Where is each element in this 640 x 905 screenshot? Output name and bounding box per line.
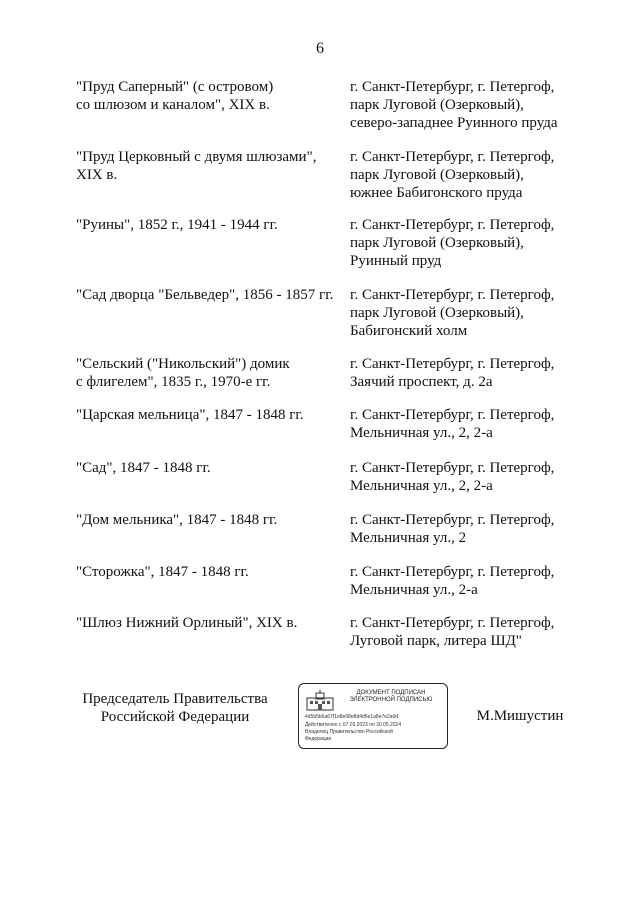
- object-address: г. Санкт-Петербург, г. Петергоф, парк Луговой (Озерковый), Бабигонский холм: [350, 287, 555, 339]
- object-address: г. Санкт-Петербург, г. Петергоф, Мельничная ул., 2, 2-а: [350, 407, 555, 441]
- object-address: г. Санкт-Петербург, г. Петергоф, Мельничная ул., 2, 2-а: [350, 460, 555, 494]
- object-name: "Сад", 1847 - 1848 гг.: [76, 460, 211, 476]
- electronic-signature-stamp: [298, 683, 448, 749]
- stamp-owner: Владелец Правительство Российской: [305, 729, 393, 735]
- signer-title: Председатель Правительства Российской Федерации: [82, 691, 268, 725]
- object-name: "Пруд Церковный с двумя шлюзами", XIX в.: [76, 149, 317, 183]
- object-name: "Пруд Саперный" (с островом) со шлюзом и каналом", XIX в.: [76, 79, 274, 113]
- stamp-certificate: 4d5b5b6a67f1e8e08e8d4d5e1a8e7e2a0d: [305, 714, 399, 720]
- page-number: 6: [316, 40, 324, 57]
- object-address: г. Санкт-Петербург, г. Петергоф, Луговой парк, литера ШД": [350, 615, 555, 649]
- object-name: "Руины", 1852 г., 1941 - 1944 гг.: [76, 217, 278, 233]
- stamp-validity: Действителен с 07.03.2023 по 30.05.2024: [305, 722, 402, 728]
- object-address: г. Санкт-Петербург, г. Петергоф, Мельничная ул., 2-а: [350, 564, 555, 598]
- government-building-icon: [305, 690, 335, 712]
- object-name: "Сторожка", 1847 - 1848 гг.: [76, 564, 249, 580]
- object-address: г. Санкт-Петербург, г. Петергоф, парк Луговой (Озерковый), южнее Бабигонского пруда: [350, 149, 555, 201]
- object-name: "Царская мельница", 1847 - 1848 гг.: [76, 407, 304, 423]
- object-name: "Шлюз Нижний Орлиный", XIX в.: [76, 615, 298, 631]
- signer-name: М.Мишустин: [476, 708, 564, 724]
- object-name: "Сад дворца "Бельведер", 1856 - 1857 гг.: [76, 287, 334, 303]
- object-address: г. Санкт-Петербург, г. Петергоф, Заячий проспект, д. 2а: [350, 356, 555, 390]
- object-address: г. Санкт-Петербург, г. Петергоф, парк Луговой (Озерковый), Руинный пруд: [350, 217, 555, 269]
- object-address: г. Санкт-Петербург, г. Петергоф, Мельничная ул., 2: [350, 512, 555, 546]
- object-address: г. Санкт-Петербург, г. Петергоф, парк Луговой (Озерковый), северо-западнее Руинного пруда: [350, 79, 558, 131]
- object-name: "Дом мельника", 1847 - 1848 гг.: [76, 512, 278, 528]
- stamp-owner-continued: Федерации: [305, 736, 332, 742]
- object-name: "Сельский ("Никольский") домик с флигелем", 1835 г., 1970-е гг.: [76, 356, 290, 390]
- stamp-title: ДОКУМЕНТ ПОДПИСАН ЭЛЕКТРОННОЙ ПОДПИСЬЮ: [349, 690, 433, 703]
